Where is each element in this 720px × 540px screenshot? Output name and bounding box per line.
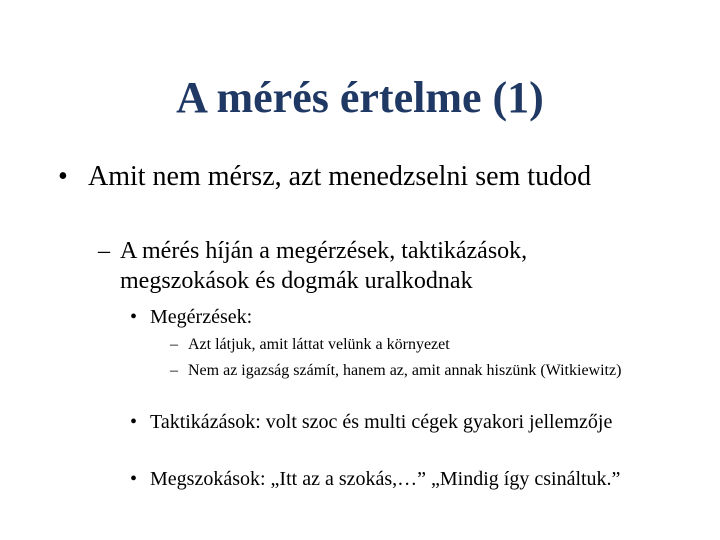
bullet-glyph: •: [58, 161, 68, 192]
dash-text: A mérés híján a megérzések, taktikázások, megszokások és dogmák uralkodnak: [120, 238, 528, 294]
bullet-text: Amit nem mérsz, azt menedzselni sem tudod: [88, 161, 592, 192]
bullet-text: Taktikázások: volt szoc és multi cégek gyakori jellemzője: [150, 411, 613, 433]
dash-glyph: –: [170, 362, 178, 379]
dash-glyph: –: [98, 238, 110, 264]
dash-item-level2: [98, 236, 658, 296]
bullet-glyph: •: [130, 306, 138, 328]
bullet-item-level3: [130, 305, 650, 329]
bullet-item-level3: [130, 410, 650, 434]
bullet-item-level1: [58, 160, 658, 194]
dash-glyph: –: [170, 336, 178, 353]
dash-item-level4: [170, 360, 640, 381]
slide-title: A mérés értelme (1): [176, 73, 544, 122]
bullet-glyph: •: [130, 468, 138, 490]
dash-text: Azt látjuk, amit láttat velünk a környezet: [188, 336, 450, 353]
bullet-item-level3: [130, 467, 650, 491]
dash-text: Nem az igazság számít, hanem az, amit annak hiszünk (Witkiewitz): [188, 362, 622, 379]
bullet-text: Megszokások: „Itt az a szokás,…” „Mindig így csináltuk.”: [150, 468, 621, 490]
bullet-text: Megérzések:: [150, 306, 253, 328]
dash-item-level4: [170, 334, 640, 355]
bullet-glyph: •: [130, 411, 138, 433]
